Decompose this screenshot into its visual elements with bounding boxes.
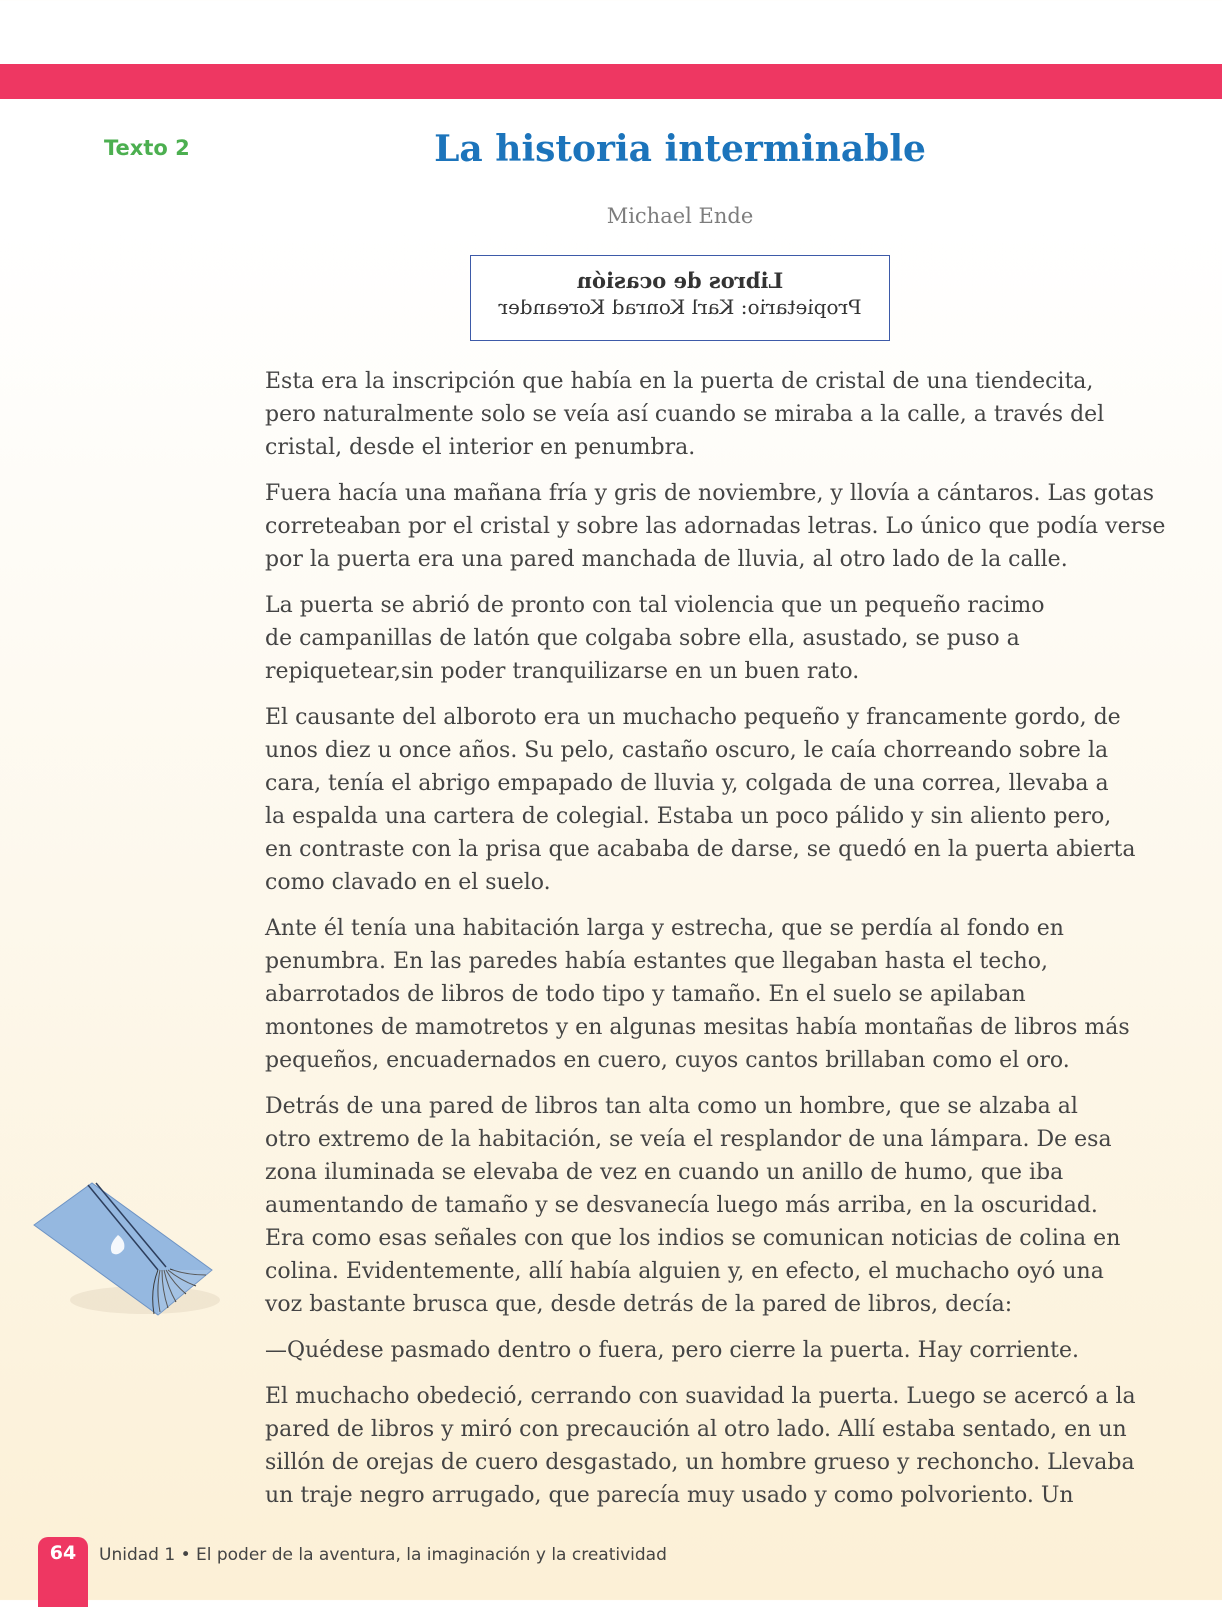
text-line: un traje negro arrugado, que parecía muy usado y como polvoriento. Un — [265, 1483, 1074, 1508]
section-label: Texto 2 — [104, 136, 190, 160]
page-title: La historia interminable — [434, 128, 926, 170]
header-accent-band — [0, 64, 1222, 99]
text-line: montones de mamotretos y en algunas mesitas había montañas de libros más — [265, 1015, 1130, 1040]
text-line: unos diez u once años. Su pelo, castaño oscuro, le caía chorreando sobre la — [265, 738, 1109, 763]
text-line: en contraste con la prisa que acababa de darse, se quedó en la puerta abierta — [265, 837, 1136, 862]
paragraph — [265, 1090, 1121, 1321]
text-line: voz bastante brusca que, desde detrás de la pared de libros, decía: — [265, 1292, 1013, 1317]
page-number: 64 — [49, 1542, 77, 1564]
text-line: sillón de orejas de cuero desgastado, un hombre grueso y rechoncho. Llevaba — [265, 1450, 1135, 1475]
text-line: como clavado en el suelo. — [265, 870, 551, 895]
text-line: correteaban por el cristal y sobre las adornadas letras. Lo único que podía verse — [265, 514, 1166, 539]
text-line: aumentando de tamaño y se desvanecía luego más arriba, en la oscuridad. — [265, 1193, 1098, 1218]
text-line: colina. Evidentemente, allí había alguien y, en efecto, el muchacho oyó una — [265, 1259, 1104, 1284]
text-line: cara, tenía el abrigo empapado de lluvia y, colgada de una correa, llevaba a — [265, 771, 1109, 796]
paragraph — [265, 1380, 1136, 1512]
author-name: Michael Ende — [606, 204, 754, 228]
text-line: otro extremo de la habitación, se veía el resplandor de una lámpara. De esa — [265, 1127, 1112, 1152]
text-line: repiquetear,sin poder tranquilizarse en un buen rato. — [265, 659, 860, 684]
text-line: Era como esas señales con que los indios se comunican noticias de colina en — [265, 1226, 1121, 1251]
paragraph — [265, 477, 1166, 576]
text-line: El muchacho obedeció, cerrando con suavidad la puerta. Luego se acercó a la — [265, 1384, 1136, 1409]
text-line: La puerta se abrió de pronto con tal violencia que un pequeño racimo — [265, 593, 1045, 618]
text-line: pared de libros y miró con precaución al otro lado. Allí estaba sentado, en un — [265, 1417, 1127, 1442]
text-line: de campanillas de latón que colgaba sobre ella, asustado, se puso a — [265, 626, 1020, 651]
sign-owner: Propietario: Karl Konrad Koreander — [498, 295, 862, 319]
sign-title: Libros de ocasión — [576, 268, 784, 293]
story-text — [265, 365, 1166, 1525]
text-line: Detrás de una pared de libros tan alta como un hombre, que se alzaba al — [265, 1094, 1078, 1119]
open-book-icon — [30, 1175, 225, 1330]
text-line: —Quédese pasmado dentro o fuera, pero cierre la puerta. Hay corriente. — [265, 1338, 1080, 1363]
paragraph — [265, 912, 1130, 1077]
text-line: la espalda una cartera de colegial. Estaba un poco pálido y sin aliento pero, — [265, 804, 1112, 829]
paragraph — [265, 701, 1136, 899]
text-line: pero naturalmente solo se veía así cuando se miraba a la calle, a través del — [265, 402, 1105, 427]
text-line: Ante él tenía una habitación larga y estrecha, que se perdía al fondo en — [265, 916, 1064, 941]
paragraph — [265, 365, 1105, 464]
text-line: pequeños, encuadernados en cuero, cuyos cantos brillaban como el oro. — [265, 1048, 1070, 1073]
paragraph — [265, 589, 1105, 688]
text-line: por la puerta era una pared manchada de lluvia, al otro lado de la calle. — [265, 547, 1068, 572]
text-line: Fuera hacía una mañana fría y gris de noviembre, y llovía a cántaros. Las gotas — [265, 481, 1155, 506]
text-line: El causante del alboroto era un muchacho pequeño y francamente gordo, de — [265, 705, 1121, 730]
footer-unit-title: Unidad 1 • El poder de la aventura, la imaginación y la creatividad — [99, 1545, 667, 1565]
text-line: Esta era la inscripción que había en la puerta de cristal de una tiendecita, — [265, 369, 1094, 394]
paragraph — [265, 1334, 1105, 1367]
text-line: penumbra. En las paredes había estantes que llegaban hasta el techo, — [265, 949, 1048, 974]
text-line: zona iluminada se elevaba de vez en cuando un anillo de humo, que iba — [265, 1160, 1064, 1185]
text-line: abarrotados de libros de todo tipo y tamaño. En el suelo se apilaban — [265, 982, 1026, 1007]
text-line: cristal, desde el interior en penumbra. — [265, 435, 696, 460]
shop-sign — [470, 255, 890, 341]
